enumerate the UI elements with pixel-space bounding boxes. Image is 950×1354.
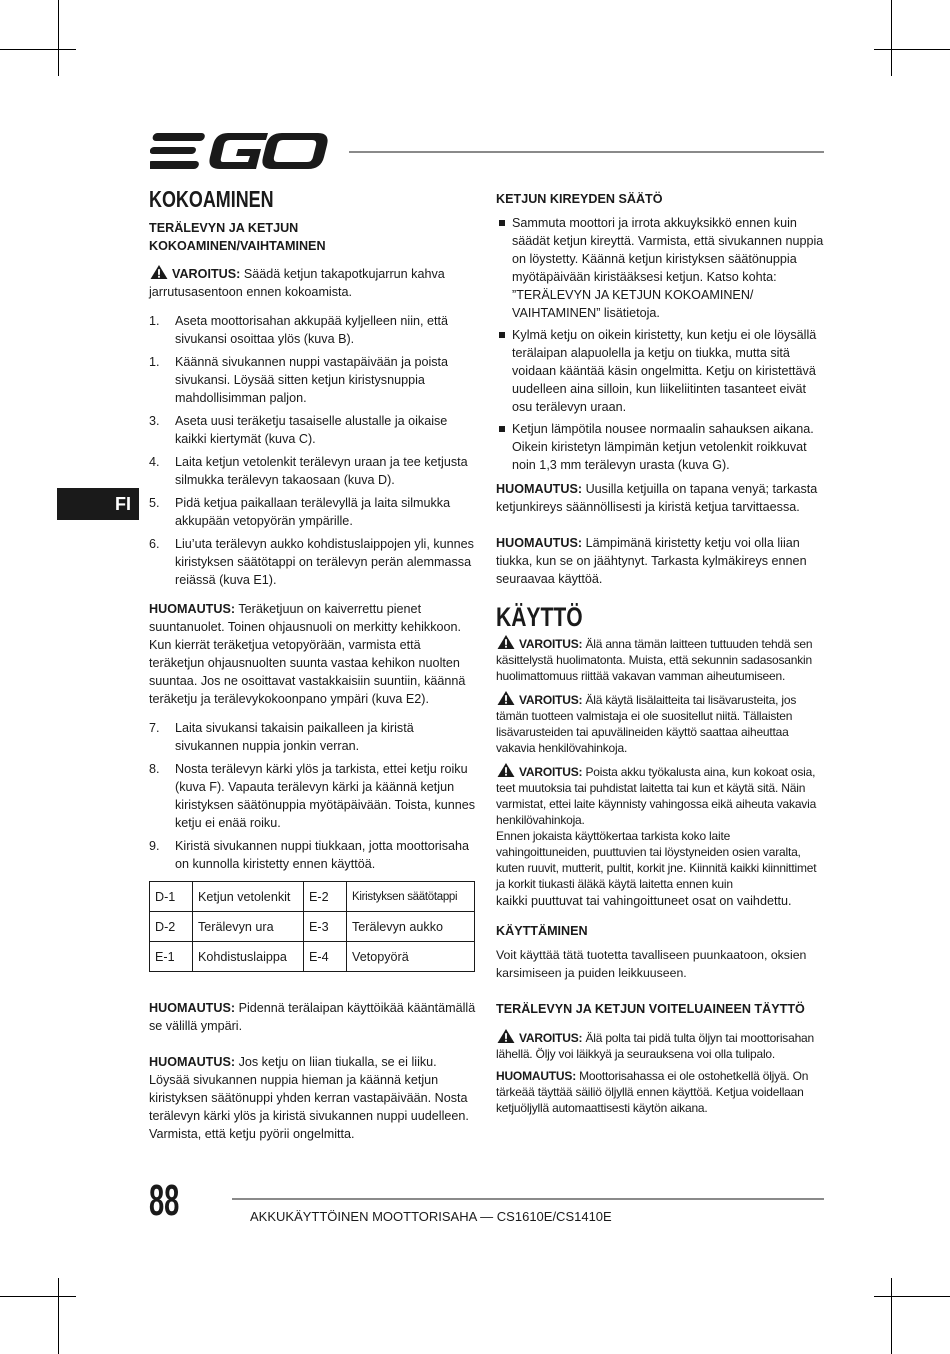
warning-label: VAROITUS: xyxy=(519,637,583,651)
ego-logo xyxy=(150,131,330,171)
warning-icon xyxy=(496,634,516,650)
list-item xyxy=(149,412,476,448)
usage-title: KÄYTTÄMINEN xyxy=(496,924,588,938)
table-cell: E-4 xyxy=(304,942,347,972)
note-paragraph xyxy=(496,534,826,588)
step-text: Aseta moottorisahan akkupää kyljelleen niin, että sivukansi osoittaa ylös (kuva B). xyxy=(175,314,449,346)
list-item xyxy=(496,420,826,474)
note-text: Jos ketju on liian tiukalla, se ei liiku. Löysää sivukannen nuppia hieman ja käännä ketjun kiristyksen säätönuppi yhden kerran vastapäivään. Nosta terälevyn kärki ylös ja kiristä sivukannen nuppi uudelleen. Varmista, että ketju pyörii ongelmitta. xyxy=(149,1055,469,1141)
table-cell: D-2 xyxy=(150,912,193,942)
warning-icon xyxy=(496,762,516,778)
bullet-text: Kylmä ketju on oikein kiristetty, kun ketju ei ole löysällä terälaipan alapuolella ja ketju on tiukka, mutta sitä voidaan kääntää käsin ongelmitta. Ketju on kiristettävä uudelleen aina silloin, kun liikeliitinten tasanteet eivät osu terälevyn uraan. xyxy=(512,328,817,414)
step-text: Liu’uta terälevyn aukko kohdistuslaippojen yli, kunnes kiristyksen säätötappi on terälevyn perän alemmassa reiässä (kuva E1). xyxy=(175,537,474,587)
step-number: 3. xyxy=(149,414,160,428)
warning-paragraph xyxy=(496,1028,826,1062)
table-cell: Kiristyksen säätötappi xyxy=(347,882,475,912)
step-number: 6. xyxy=(149,537,160,551)
bullet-icon xyxy=(499,426,505,432)
left-column xyxy=(149,186,476,1143)
list-item xyxy=(496,326,826,416)
table-cell: E-1 xyxy=(150,942,193,972)
step-text: Pidä ketjua paikallaan terälevyllä ja laita silmukka akkupään vetopyörän ympärille. xyxy=(175,496,451,528)
bullet-icon xyxy=(499,220,505,226)
oil-title: TERÄLEVYN JA KETJUN VOITELUAINEEN TÄYTTÖ xyxy=(496,1002,805,1016)
warning-icon xyxy=(496,690,516,706)
list-item xyxy=(149,353,476,407)
step-text: Nosta terälevyn kärki ylös ja tarkista, ettei ketju roiku (kuva F). Vapauta terälevyn kärki ja käännä ketjun kiristyksen säätönuppia myötäpäivään. Toista, kunnes ketju ei enää roiku. xyxy=(175,762,476,830)
step-text: Käännä sivukannen nuppi vastapäivään ja poista sivukansi. Löysää sitten ketjun kiristysnuppia mahdollisimman paljon. xyxy=(175,355,449,405)
note-paragraph xyxy=(496,480,826,516)
warning-text: Älä käytä lisälaitteita tai lisävarusteita, jos tämän tuotteen valmistaja ei ole suositellut niitä. Tällaisten lisävarusteiden tai apuvälineiden käyttö saattaa aiheuttaa vakavia henkilövahinkoja. xyxy=(496,693,797,755)
parts-table xyxy=(149,881,475,972)
table-row xyxy=(150,942,475,972)
note-label: HUOMAUTUS: xyxy=(149,1001,236,1015)
table-cell: Vetopyörä xyxy=(347,942,475,972)
step-number: 1. xyxy=(149,314,160,328)
chain-tension-title: KETJUN KIREYDEN SÄÄTÖ xyxy=(496,192,663,206)
tension-bullets xyxy=(496,214,826,474)
list-item xyxy=(149,535,476,589)
assembly-steps-continued xyxy=(149,719,476,873)
inspection-text: Ennen jokaista käyttökertaa tarkista koko laite vahingoittuneiden, puuttuvien tai löystyneiden osien varalta, kuten ruuvit, mutterit, pultit, korkit jne. Kiinnitä kaikki kiinnittimet ja korkit tiukasti äläkä käytä laitetta ennen kuin xyxy=(496,829,817,891)
step-number: 8. xyxy=(149,762,160,776)
warning-text: Älä anna tämän laitteen tuttuuden tehdä sen käsittelystä huolimatonta. Muista, että sekunnin sadasosankin huolimattomuus riittää vakavan vamman aiheutumiseen. xyxy=(496,637,813,683)
note-text: Lämpimänä kiristetty ketju voi olla liian tiukka, kun se on jäähtynyt. Tarkasta kylmäkireys ennen seuraavaa käyttöä. xyxy=(496,536,807,586)
inspection-tail: kaikki puuttuvat tai vahingoittuneet osat on vaihdettu. xyxy=(496,894,792,908)
warning-text: Säädä ketjun takapotkujarrun kahva jarrutusasentoon ennen kokoamista. xyxy=(149,267,445,299)
crop-mark xyxy=(0,49,76,50)
note-label: HUOMAUTUS: xyxy=(496,482,583,496)
warning-text: Älä polta tai pidä tulta öljyn tai moottorisahan lähellä. Öljy voi läikkyä ja seurauksena voi olla tulipalo. xyxy=(496,1031,814,1061)
table-cell: D-1 xyxy=(150,882,193,912)
subsection-title: TERÄLEVYN JA KETJUN KOKOAMINEN/VAIHTAMINEN xyxy=(149,221,326,253)
note-label: HUOMAUTUS: xyxy=(496,1069,576,1083)
assembly-steps xyxy=(149,312,476,589)
list-item xyxy=(149,837,476,873)
note-label: HUOMAUTUS: xyxy=(496,536,583,550)
language-tab: FI xyxy=(57,488,139,520)
table-cell: Terälevyn aukko xyxy=(347,912,475,942)
table-row xyxy=(150,882,475,912)
footer-title: AKKUKÄYTTÖINEN MOOTTORISAHA — CS1610E/CS1410E xyxy=(250,1209,612,1224)
table-cell: Terälevyn ura xyxy=(193,912,304,942)
list-item xyxy=(149,494,476,530)
bullet-text: Sammuta moottori ja irrota akkuyksikkö ennen kuin säädät ketjun kireyttä. Varmista, että sivukannen nuppia on löystetty. Käännä ketjun kiristyksen säätönuppia myötäpäivään kiristääksesi ketjun. Katso kohta: ”TERÄLEVYN JA KETJUN KOKOAMINEN/ VAIHTAMINEN” lisätietoja. xyxy=(512,216,824,320)
crop-mark xyxy=(891,0,892,76)
step-text: Laita sivukansi takaisin paikalleen ja kiristä sivukannen nuppia jonkin verran. xyxy=(175,721,414,753)
safety-warnings xyxy=(496,634,826,892)
list-item xyxy=(149,760,476,832)
step-number: 4. xyxy=(149,455,160,469)
table-cell: Kohdistuslaippa xyxy=(193,942,304,972)
bullet-text: Ketjun lämpötila nousee normaalin sahauksen aikana. Oikein kiristetyn lämpimän ketjun vetolenkit roikkuvat noin 1,3 mm terälevyn urasta (kuva G). xyxy=(512,422,814,472)
step-text: Laita ketjun vetolenkit terälevyn uraan ja tee ketjusta silmukka terälevyn takaosaan (kuva D). xyxy=(175,455,468,487)
warning-paragraph xyxy=(496,690,826,756)
table-row xyxy=(150,912,475,942)
note-label: HUOMAUTUS: xyxy=(149,602,236,616)
section-title-kokoaminen: KOKOAMINEN xyxy=(149,186,274,212)
warning-paragraph xyxy=(496,634,826,684)
step-number: 7. xyxy=(149,721,160,735)
page-number: 88 xyxy=(149,1176,180,1225)
warning-label: VAROITUS: xyxy=(519,693,583,707)
note-paragraph xyxy=(149,1053,476,1143)
bullet-icon xyxy=(499,332,505,338)
step-number: 9. xyxy=(149,839,160,853)
warning-icon xyxy=(496,1028,516,1044)
list-item xyxy=(149,719,476,755)
table-cell: Ketjun vetolenkit xyxy=(193,882,304,912)
crop-mark xyxy=(891,1278,892,1354)
header-rule xyxy=(349,151,824,153)
warning-paragraph xyxy=(149,264,476,301)
table-cell: E-3 xyxy=(304,912,347,942)
warning-icon xyxy=(149,264,169,280)
note-paragraph xyxy=(149,999,476,1035)
crop-mark xyxy=(58,1278,59,1354)
warning-paragraph xyxy=(496,762,826,828)
crop-mark xyxy=(58,0,59,76)
crop-mark xyxy=(0,1296,76,1297)
footer-rule xyxy=(232,1198,824,1200)
step-text: Aseta uusi teräketju tasaiselle alustalle ja oikaise kaikki kiertymät (kuva C). xyxy=(175,414,448,446)
list-item xyxy=(496,214,826,322)
note-paragraph xyxy=(496,1068,826,1116)
note-text: Uusilla ketjuilla on tapana venyä; tarkasta ketjunkireys säännöllisesti ja kiristä ketjua tarvittaessa. xyxy=(496,482,818,514)
table-cell: E-2 xyxy=(304,882,347,912)
crop-mark xyxy=(874,49,950,50)
warning-label: VAROITUS: xyxy=(172,267,241,281)
list-item xyxy=(149,453,476,489)
step-number: 1. xyxy=(149,355,160,369)
section-title-kaytto: KÄYTTÖ xyxy=(496,602,583,632)
right-column xyxy=(496,190,826,1116)
note-text: Teräketjuun on kaiverrettu pienet suuntanuolet. Toinen ohjausnuoli on merkitty kehikkoon. Kun kierrät teräketjua vetopyörään, varmista että teräketjun ohjausnuolten suunta vastaa kehikon nuolten suuntaa. Jos ne osoittavat vastakkaisiin suuntiin, käännä teräketju ja terälevykokoonpano ympäri (kuva E2). xyxy=(149,602,466,706)
note-text: Pidennä terälaipan käyttöikää kääntämällä se välillä ympäri. xyxy=(149,1001,476,1033)
note-text: Moottorisahassa ei ole ostohetkellä öljyä. On tärkeää täyttää säiliö öljyllä ennen käyttöä. Ketjua voidellaan ketjuöljyllä automaattisesti käytön aikana. xyxy=(496,1069,809,1115)
warning-label: VAROITUS: xyxy=(519,765,583,779)
oil-section xyxy=(496,1028,826,1116)
warning-label: VAROITUS: xyxy=(519,1031,583,1045)
note-paragraph xyxy=(149,600,476,708)
list-item xyxy=(149,312,476,348)
step-text: Kiristä sivukannen nuppi tiukkaan, jotta moottorisaha on kunnolla kiristetty ennen käyttöä. xyxy=(175,839,470,871)
warning-text: Poista akku työkalusta aina, kun kokoat osia, teet muutoksia tai puhdistat laitetta tai kun et käytä sitä. Näin varmistat, ettei laite käynnisty vahingossa eikä aiheuta vakavia henkilövahinkoja. xyxy=(496,765,817,827)
step-number: 5. xyxy=(149,496,160,510)
note-label: HUOMAUTUS: xyxy=(149,1055,236,1069)
crop-mark xyxy=(874,1296,950,1297)
usage-text: Voit käyttää tätä tuotetta tavalliseen puunkaatoon, oksien karsimiseen ja puiden leikkuuseen. xyxy=(496,948,807,980)
